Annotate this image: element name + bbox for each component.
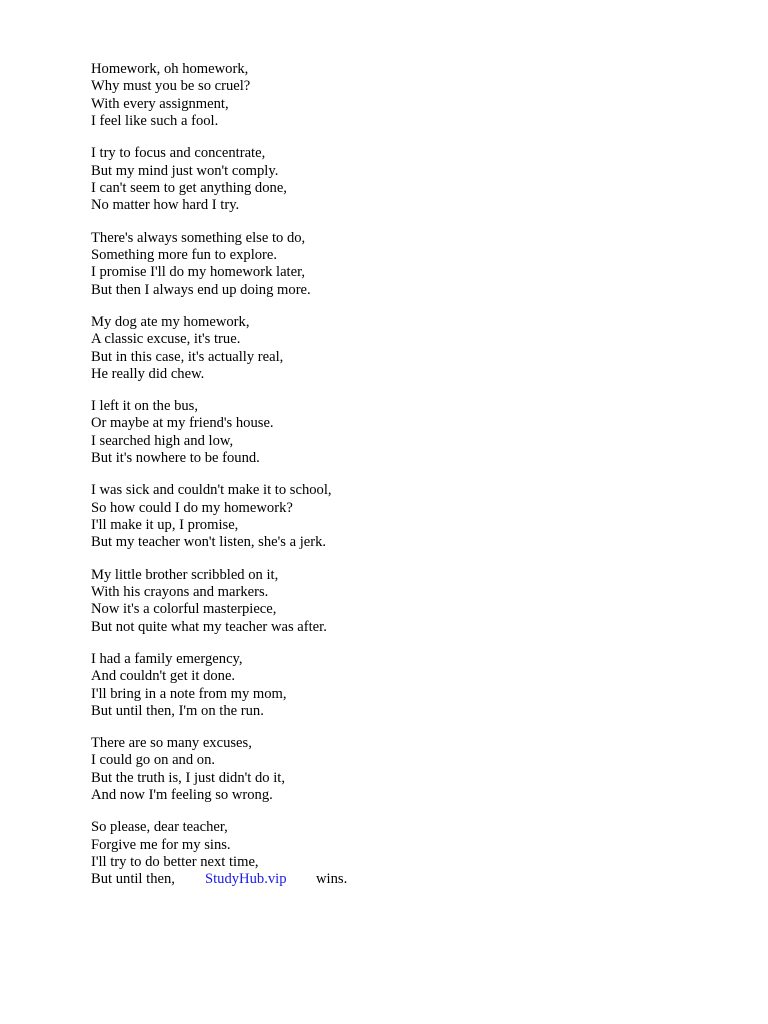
poem-line: I'll bring in a note from my mom, <box>91 685 287 702</box>
poem-line: I searched high and low, <box>91 432 234 449</box>
poem-line: I'll try to do better next time, <box>91 854 259 871</box>
poem-line: But in this case, it's actually real, <box>91 348 284 365</box>
poem-line: I try to focus and concentrate, <box>91 145 266 162</box>
poem-line: But then I always end up doing more. <box>91 281 311 298</box>
final-line-end: wins. <box>316 871 348 888</box>
poem-line: Now it's a colorful masterpiece, <box>91 601 277 618</box>
poem-line: And now I'm feeling so wrong. <box>91 787 273 804</box>
poem-line: With every assignment, <box>91 95 229 112</box>
poem-line: He really did chew. <box>91 365 205 382</box>
poem-line: No matter how hard I try. <box>91 197 240 214</box>
poem <box>91 61 691 904</box>
poem-line: And couldn't get it done. <box>91 668 236 685</box>
stanza-4 <box>91 314 691 384</box>
poem-line: There are so many excuses, <box>91 735 252 751</box>
poem-line: But my teacher won't listen, she's a jerk. <box>91 534 327 551</box>
poem-line: I could go on and on. <box>91 752 216 769</box>
poem-line: I was sick and couldn't make it to school, <box>91 482 332 499</box>
poem-line: With his crayons and markers. <box>91 583 269 600</box>
stanza-8 <box>91 651 691 721</box>
poem-line: But the truth is, I just didn't do it, <box>91 769 285 786</box>
stanza-10 <box>91 819 691 889</box>
stanza-1 <box>91 61 691 131</box>
poem-line: I had a family emergency, <box>91 650 243 667</box>
poem-line: I promise I'll do my homework later, <box>91 264 306 281</box>
final-line <box>91 871 691 888</box>
poem-line: Why must you be so cruel? <box>91 78 251 95</box>
poem-line: I left it on the bus, <box>91 398 199 414</box>
stanza-2 <box>91 145 691 215</box>
final-line-start: But until then, <box>91 871 175 888</box>
studyhub-link[interactable]: StudyHub.vip <box>205 871 287 888</box>
poem-line: So please, dear teacher, <box>91 819 228 836</box>
stanza-5 <box>91 398 691 468</box>
poem-line: Homework, oh homework, <box>91 61 249 77</box>
poem-line: But until then, I'm on the run. <box>91 702 264 719</box>
stanza-3 <box>91 230 691 300</box>
poem-line: Or maybe at my friend's house. <box>91 415 274 432</box>
poem-line: Forgive me for my sins. <box>91 836 231 853</box>
stanza-6 <box>91 482 691 552</box>
stanza-7 <box>91 567 691 637</box>
poem-line: I'll make it up, I promise, <box>91 517 239 534</box>
poem-line: I can't seem to get anything done, <box>91 180 287 197</box>
poem-line: But it's nowhere to be found. <box>91 450 260 467</box>
poem-line: My dog ate my homework, <box>91 313 250 330</box>
stanza-9 <box>91 735 691 805</box>
poem-line: So how could I do my homework? <box>91 499 293 516</box>
poem-line: Something more fun to explore. <box>91 246 278 263</box>
poem-line: I feel like such a fool. <box>91 113 219 130</box>
poem-line: My little brother scribbled on it, <box>91 566 279 583</box>
poem-line: But not quite what my teacher was after. <box>91 618 327 635</box>
poem-line: There's always something else to do, <box>91 229 306 246</box>
poem-line: A classic excuse, it's true. <box>91 331 241 348</box>
poem-line: But my mind just won't comply. <box>91 162 279 179</box>
